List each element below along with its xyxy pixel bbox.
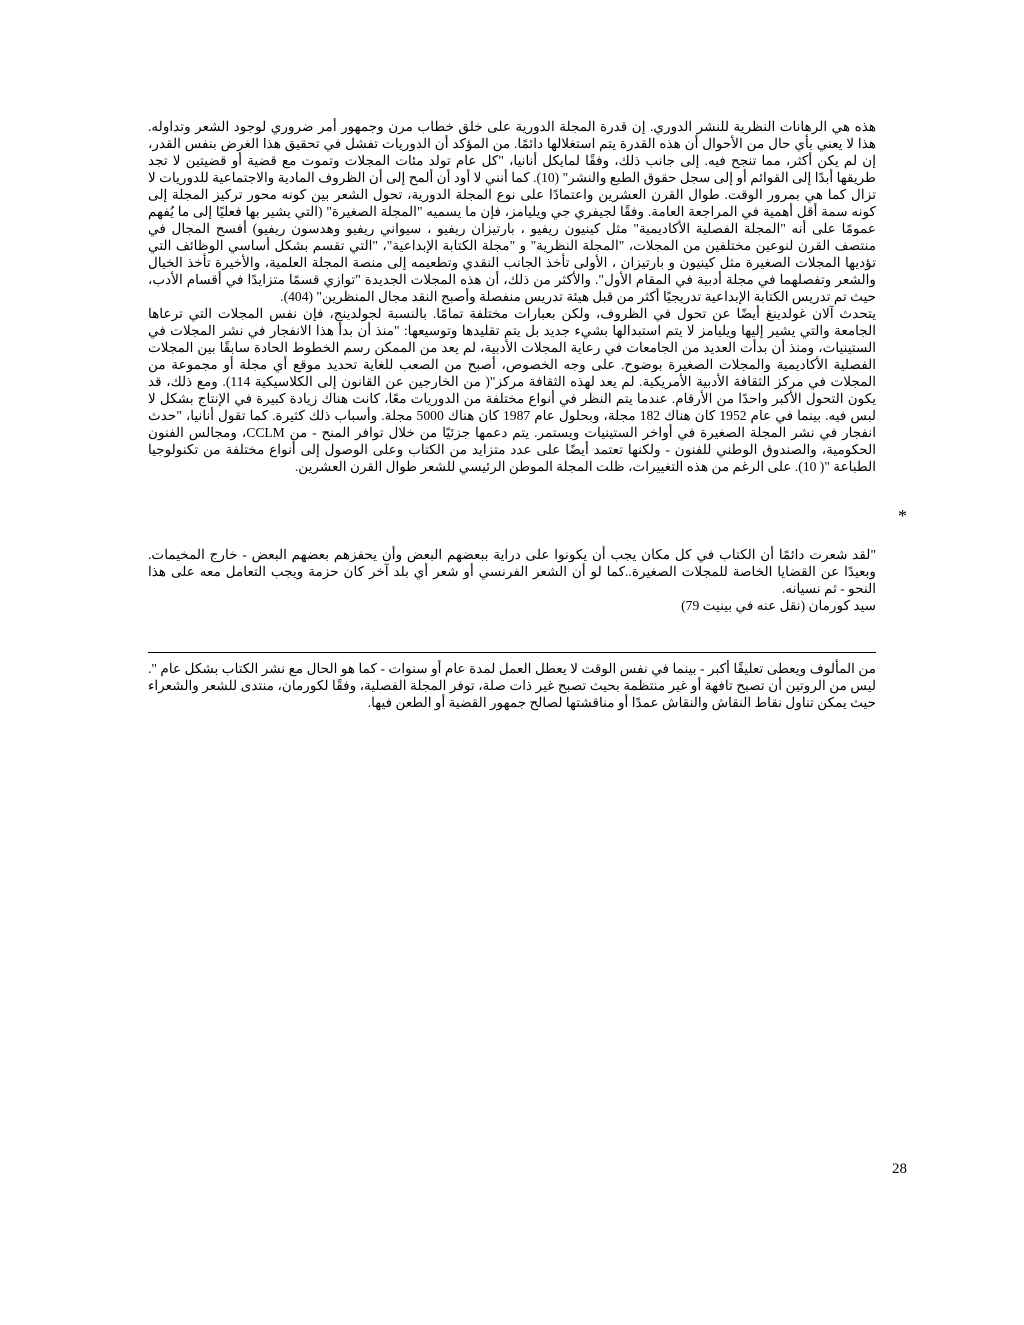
footnote-divider: [148, 652, 876, 653]
footnote-text: من المألوف ويعطى تعليقًا أكبر - بينما في نفس الوقت لا يعطل العمل لمدة عام أو سنوات - كما هو الحال مع نشر الكتاب بشكل عام ". ليس من الروتين أن تصبح تافهة أو غير منتظمة بحيث تصبح غير ذات صلة، توفر المجلة الفصلية، وفقًا لكورمان، منتدى للشعر والشعراء حيث يمكن تناول نقاط النقاش والنقاش عمدًا أو مناقشتها لصالح جمهور القضية أو الطعن فيها.: [148, 661, 876, 710]
body-text: [148, 118, 876, 475]
quote-text: "لقد شعرت دائمًا أن الكتاب في كل مكان يجب أن يكونوا على دراية ببعضهم البعض وأن يحفزهم بعضهم البعض - خارج المخيمات. وبعيدًا عن القضايا الخاصة للمجلات الصغيرة..كما لو أن الشعر الفرنسي أو شعر أي بلد آخر كان حزمة ويجب التعامل معه على هذا النحو - ثم نسيانه.: [148, 547, 876, 596]
body-paragraph-1: هذه هي الرهانات النظرية للنشر الدوري. إن قدرة المجلة الدورية على خلق خطاب مرن وجمهور أمر ضروري لوجود الشعر وتداوله. هذا لا يعني بأي حال من الأحوال أن هذه القدرة يتم استغلالها دائمًا. من المؤكد أن الدوريات تفشل في تحقيق هذا الغرض بنفس القدر، إن لم يكن أكثر، مما تنجح فيه. إلى جانب ذلك، وفقًا لمايكل أنانيا، "كل عام تولد مئات المجلات وتموت مع قضية أو قضيتين لا تجد طريقها أبدًا إلى القوائم أو إلى سجل حقوق الطبع والنشر" (10). كما أنني لا أود أن ألمح إلى أن الظروف المادية والاجتماعية للدوريات لا تزال كما هي بمرور الوقت. طوال القرن العشرين واعتمادًا على نوع المجلة الدورية، تحول الشعر بين كونه محور تركيز المجلة إلى كونه سمة أقل أهمية في المراجعة العامة. وفقًا لجيفري جي ويليامز، فإن ما يسميه "المجلة الصغيرة" (التي يشير بها فعليًا إلى ما يُفهم عمومًا على أنه "المجلة الفصلية الأكاديمية" مثل كينيون ريفيو ، بارتيزان ريفيو ، سيواني ريفيو وهدسون ريفيو) أفسح المجال في منتصف القرن لنوعين مختلفين من المجلات، "المجلة النظرية" و "مجلة الكتابة الإبداعية"، "التي تقسم بشكل أساسي الوظائف التي تؤديها المجلات الصغيرة مثل كينيون و بارتيزان ، الأولى تأخذ الجانب النقدي وتطعيمه إلى منصة المجلة العلمية، والأخيرة تأخذ الخيال والشعر وتفصلهما في مجلة أدبية في المقام الأول". والأكثر من ذلك، أن هذه المجلات الجديدة "توازي قسمًا متزايدًا في أقسام الأدب، حيث تم تدريس الكتابة الإبداعية تدريجيًا أكثر من قبل هيئة تدريس منفصلة وأصبح النقد مجال المنظرين" (404).: [148, 119, 876, 304]
epigraph-quote: [148, 546, 876, 614]
section-separator: *: [898, 506, 907, 526]
footnote: [148, 660, 876, 711]
body-paragraph-2: يتحدث آلان غولدينغ أيضًا عن تحول في الظروف، ولكن بعبارات مختلفة تمامًا. بالنسبة لجولدينج، فإن نفس المجلات التي ترعاها الجامعة والتي يشير إليها ويليامز لا يتم استبدالها بشيء جديد بل يتم تقليدها وتوسيعها: "منذ أن بدأ هذا الانفجار في نشر المجلات في الستينيات، ومنذ أن بدأت العديد من الجامعات في رعاية المجلات الأدبية، لم يعد من الممكن رسم الخطوط الحادة سابقًا بين المجلات الفصلية الأكاديمية والمجلات الصغيرة بوضوح. على وجه الخصوص، أصبح من الصعب للغاية تحديد موقع أي مجلة أو مجموعة من المجلات في مركز الثقافة الأدبية الأمريكية. لم يعد لهذه الثقافة مركز"( من الخارجين عن القانون إلى الكلاسيكية 114). ومع ذلك، قد يكون التحول الأكبر واحدًا من الأرقام. عندما يتم النظر في أنواع مختلفة من الدوريات معًا، كانت هناك زيادة كبيرة في الإنتاج بشكل لا لبس فيه. بينما في عام 1952 كان هناك 182 مجلة، وبحلول عام 1987 كان هناك 5000 مجلة. وأسباب ذلك كثيرة. كما تقول أنانيا، "حدث انفجار في نشر المجلة الصغيرة في أواخر الستينيات ويستمر. يتم دعمها جزئيًا من خلال توافر المنح - من CCLM، ومجالس الفنون الحكومية، والصندوق الوطني للفنون - ولكنها تعتمد أيضًا على عدد متزايد من الكتاب وعلى الوصول إلى أنواع مختلفة من تكنولوجيا الطباعة "( 10). على الرغم من هذه التغييرات، ظلت المجلة الموطن الرئيسي للشعر طوال القرن العشرين.: [148, 306, 876, 474]
quote-attribution: سيد كورمان (نقل عنه في بينيت 79): [681, 598, 876, 613]
page-number: 28: [892, 1161, 907, 1177]
